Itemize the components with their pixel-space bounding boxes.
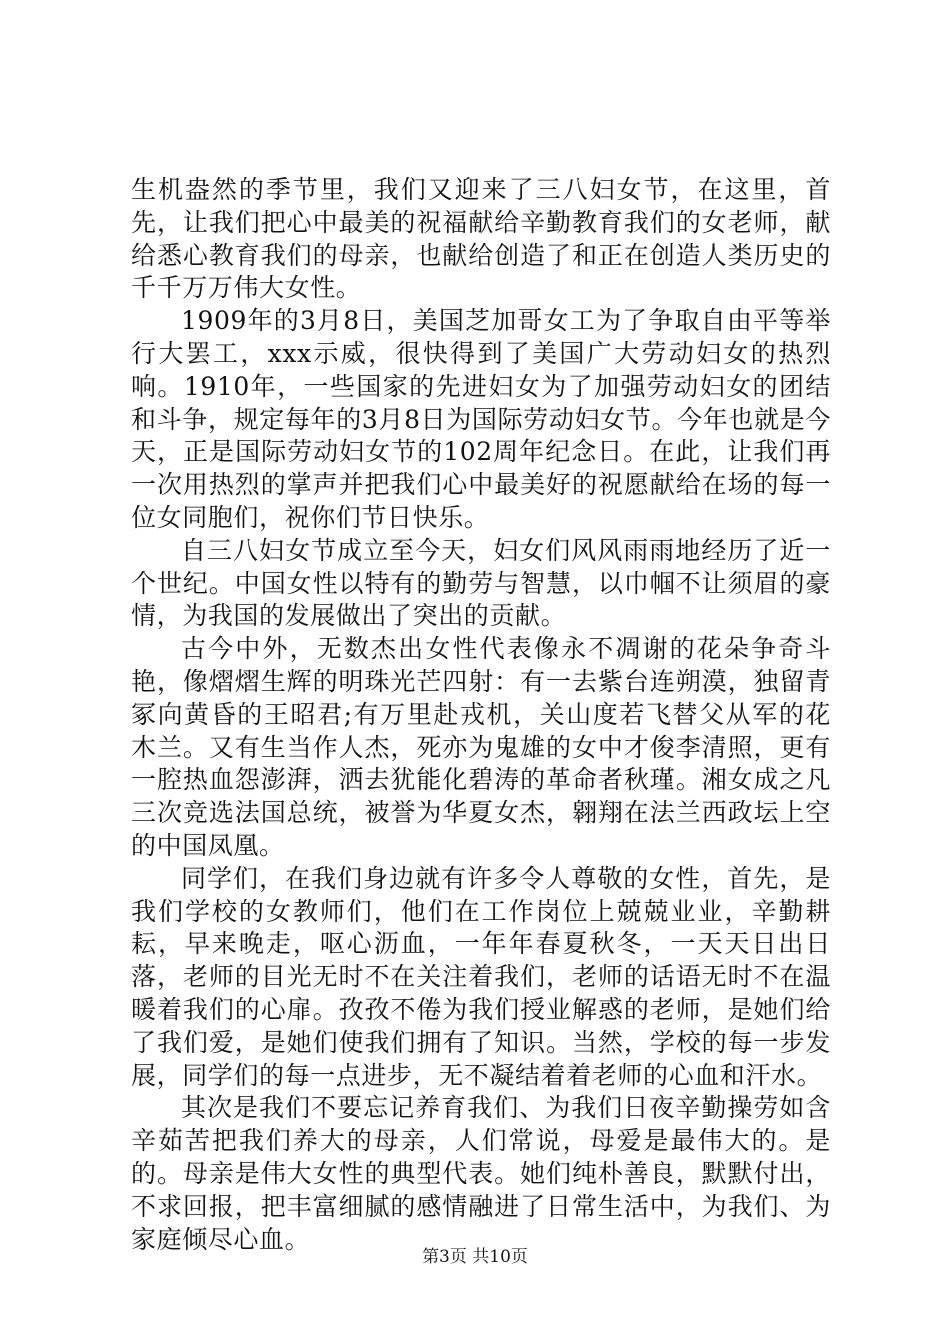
paragraph-century: 自三八妇女节成立至今天，妇女们风风雨雨地经历了近一个世纪。中国女性以特有的勤劳与智慧，以巾帼不让须眉的豪情，为我国的发展做出了突出的贡献。 [131,535,831,631]
paragraph-outstanding-women: 古今中外，无数杰出女性代表像永不凋谢的花朵争奇斗艳，像熠熠生辉的明珠光芒四射：有一去紫台连朔漠，独留青冢向黄昏的王昭君;有万里赴戎机，关山度若飞替父从军的花木兰。又有生当作人杰，死亦为鬼雄的女中才俊李清照，更有一腔热血怨澎湃，洒去犹能化碧涛的革命者秋瑾。湘女成之凡三次竞选法国总统，被誉为华夏女杰，翱翔在法兰西政坛上空的中国凤凰。 [131,634,831,860]
paragraph-intro-continued: 生机盎然的季节里，我们又迎来了三八妇女节，在这里，首先，让我们把心中最美的祝福献给辛勤教育我们的女老师，献给悉心教育我们的母亲，也献给创造了和正在创造人类历史的千千万万伟大女性。 [131,175,831,303]
page-number-footer: 第3页 共10页 [422,1247,528,1267]
paragraph-history-1909: 1909年的3月8日，美国芝加哥女工为了争取自由平等举行大罢工，xxx示威，很快得到了美国广大劳动妇女的热烈响。1910年，一些国家的先进妇女为了加强劳动妇女的团结和斗争，规定每年的3月8日为国际劳动妇女节。今年也就是今天，正是国际劳动妇女节的102周年纪念日。在此，让我们再一次用热烈的掌声并把我们心中最美好的祝愿献给在场的每一位女同胞们，祝你们节日快乐。 [131,306,831,532]
paragraph-teachers: 同学们，在我们身边就有许多令人尊敬的女性，首先，是我们学校的女教师们，他们在工作岗位上兢兢业业，辛勤耕耘，早来晚走，呕心沥血，一年年春夏秋冬，一天天日出日落，老师的目光无时不在关注着我们，老师的话语无时不在温暖着我们的心扉。孜孜不倦为我们授业解惑的老师，是她们给了我们爱，是她们使我们拥有了知识。当然，学校的每一步发展，同学们的每一点进步，无不凝结着着老师的心血和汗水。 [131,863,831,1090]
body-text [131,174,831,1256]
paragraph-mothers: 其次是我们不要忘记养育我们、为我们日夜辛勤操劳如含辛茹苦把我们养大的母亲，人们常说，母爱是最伟大的。是的。母亲是伟大女性的典型代表。她们纯朴善良，默默付出，不求回报，把丰富细腻的感情融进了日常生活中，为我们、为家庭倾尽心血。 [131,1093,831,1254]
